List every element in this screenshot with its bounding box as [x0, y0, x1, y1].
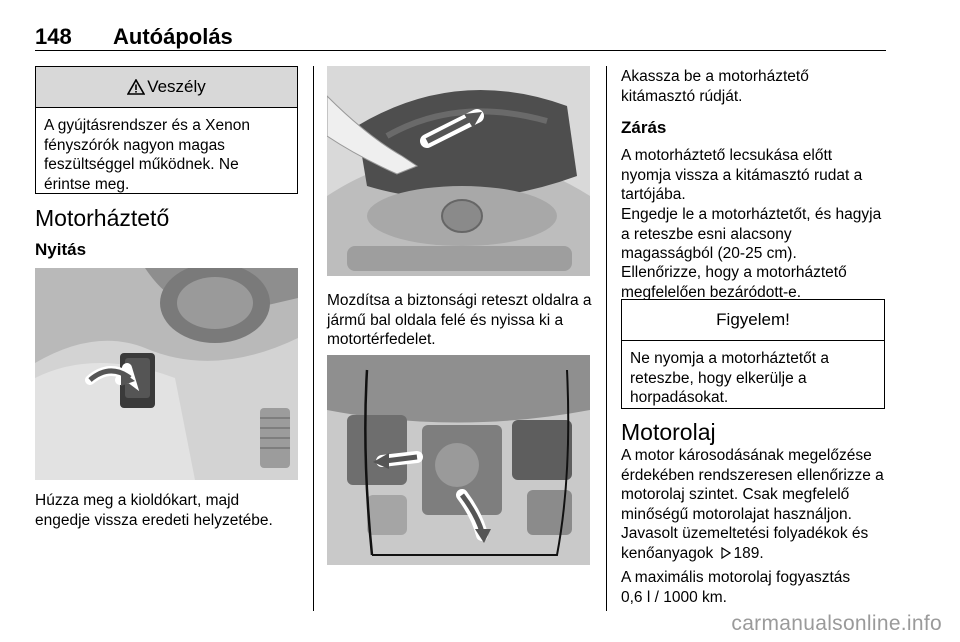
- footer-watermark: carmanualsonline.info: [731, 612, 942, 635]
- safety-catch-image: [327, 66, 590, 276]
- warning-triangle-icon: [127, 79, 145, 95]
- engine-bay-image: [327, 355, 590, 565]
- notice-box: [621, 299, 885, 409]
- oil-paragraph-2: [621, 524, 883, 563]
- oil-paragraph-1: A motor károsodásának megelőzése érdekében rendszeresen ellenőrizze a motorolaj szintet. Csak megfelelő minőségű motorolajat használjon.: [621, 447, 884, 523]
- chapter-title: Autóápolás: [113, 24, 233, 49]
- page-header: [35, 22, 885, 52]
- danger-box: [35, 66, 298, 194]
- column2-caption: Mozdítsa a biztonsági reteszt oldalra a jármű bal oldala felé és nyissa ki a motortérfedelet.: [327, 292, 592, 348]
- closing-paragraph-3: Ellenőrizze, hogy a motorháztető megfelelően bezáródott-e.: [621, 264, 847, 301]
- danger-box-header: [36, 67, 297, 108]
- hood-release-lever-image: [35, 268, 298, 480]
- column3-intro: Akassza be a motorháztető kitámasztó rúdját.: [621, 68, 809, 105]
- notice-box-text: Ne nyomja a motorháztetőt a reteszbe, hogy elkerülje a horpadásokat.: [630, 350, 830, 406]
- column-divider: [313, 66, 314, 611]
- notice-box-title: Figyelem!: [716, 310, 790, 329]
- oil-paragraph-3: A maximális motorolaj fogyasztás 0,6 l / 1000 km.: [621, 569, 851, 606]
- column-divider: [606, 66, 607, 611]
- notice-box-header: [622, 300, 884, 341]
- page-reference-link[interactable]: 189.: [733, 544, 764, 562]
- page-number: 148: [35, 24, 72, 49]
- oil-section-title: Motorolaj: [621, 419, 716, 445]
- subsection-title: Nyitás: [35, 240, 87, 259]
- page-reference-arrow-icon: [721, 545, 731, 557]
- danger-box-text: A gyújtásrendszer és a Xenon fényszórók nagyon magas feszültséggel működnek. Ne érintse meg.: [44, 117, 250, 193]
- closing-paragraph-2: Engedje le a motorháztetőt, és hagyja a reteszbe esni alacsony magasságból (20-25 cm).: [621, 206, 882, 262]
- danger-box-title: Veszély: [147, 77, 206, 96]
- header-rule: [35, 50, 886, 51]
- oil-paragraph-2-text: Javasolt üzemeltetési folyadékok és kenőanyagok: [621, 525, 869, 562]
- closing-paragraph-1: A motorháztető lecsukása előtt nyomja vissza a kitámasztó rudat a tartójába.: [621, 147, 863, 203]
- section-title: Motorháztető: [35, 205, 170, 231]
- closing-title: Zárás: [621, 118, 667, 137]
- column1-caption: Húzza meg a kioldókart, majd engedje vissza eredeti helyzetébe.: [35, 492, 273, 529]
